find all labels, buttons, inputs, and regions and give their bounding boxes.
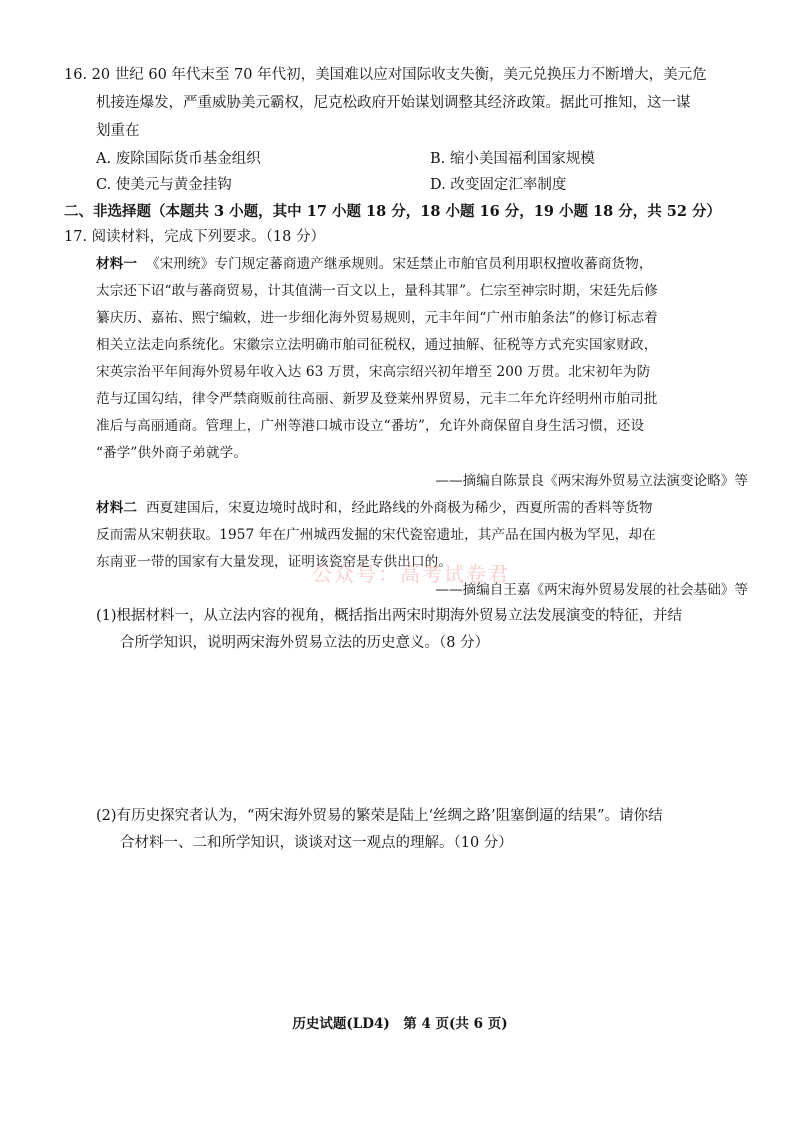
material1-source: ——摘编自陈景良《两宋海外贸易立法演变论略》等 — [435, 473, 748, 489]
material1-text-1: 《宋刑统》专门规定蕃商遗产继承规则。宋廷禁止市舶官员利用职权擅收蕃商货物， — [145, 256, 653, 272]
material2-line-2: 反而需从宋朝获取。1957 年在广州城西发掘的宋代瓷窑遗址，其产品在国内极为罕见，却在 — [96, 527, 656, 543]
q16-option-a: A. 废除国际货币基金组织 — [96, 151, 261, 167]
q17-intro: 17. 阅读材料，完成下列要求。（18 分） — [64, 229, 325, 245]
q16-option-c: C. 使美元与黄金挂钩 — [96, 177, 232, 193]
material2-source: ——摘编自王嘉《两宋海外贸易发展的社会基础》等 — [435, 582, 748, 598]
material1-line-8: “番学”供外商子弟就学。 — [96, 445, 248, 461]
page-footer: 历史试题(LD4) 第 4 页(共 6 页) — [292, 1016, 508, 1032]
q17-sub1-line-2: 合所学知识，说明两宋海外贸易立法的历史意义。（8 分） — [120, 635, 490, 651]
material1-line-6: 范与辽国勾结，律令严禁商贩前往高丽、新罗及登莱州界贸易，元丰二年允许经明州市舶司批 — [96, 391, 658, 407]
q17-sub1-line-1: (1)根据材料一，从立法内容的视角，概括指出两宋时期海外贸易立法发展演变的特征，并结 — [96, 608, 683, 624]
q16-stem-line-3: 划重在 — [96, 123, 140, 139]
watermark-text: 公众号：高考试卷君 — [312, 562, 510, 586]
material2-label: 材料二 — [96, 500, 138, 516]
section-heading-non-choice: 二、非选择题（本题共 3 小题，其中 17 小题 18 分，18 小题 16 分，19 小题 18 分，共 52 分） — [64, 203, 722, 220]
material1-line-1 — [96, 252, 653, 272]
material2-line-3: 东南亚一带的国家有大量发现，证明该瓷窑是专供出口的。 — [96, 554, 453, 570]
q16-stem-line-2: 机接连爆发，严重威胁美元霸权，尼克松政府开始谋划调整其经济政策。据此可推知，这一谋 — [96, 95, 691, 111]
material1-label: 材料一 — [96, 256, 138, 272]
q17-sub2-line-1: (2)有历史探究者认为，“两宋海外贸易的繁荣是陆上‘丝绸之路’阻塞倒逼的结果”。请你结 — [96, 808, 663, 824]
q16-option-b: B. 缩小美国福利国家规模 — [430, 151, 595, 167]
material1-line-2: 太宗还下诏“敢与蕃商贸易，计其值满一百文以上，量科其罪”。仁宗至神宗时期，宋廷先后修 — [96, 283, 658, 299]
material1-line-5: 宋英宗治平年间海外贸易年收入达 63 万贯，宋高宗绍兴初年增至 200 万贯。北宋初年为防 — [96, 364, 651, 380]
q17-sub2-line-2: 合材料一、二和所学知识，谈谈对这一观点的理解。（10 分） — [120, 835, 513, 851]
material2-line-1 — [96, 496, 653, 516]
q16-option-d: D. 改变固定汇率制度 — [430, 177, 567, 193]
material1-line-7: 准后与高丽通商。管理上，广州等港口城市设立“番坊”，允许外商保留自身生活习惯，还设 — [96, 418, 645, 434]
material1-line-4: 相关立法走向系统化。宋徽宗立法明确市舶司征税权，通过抽解、征税等方式充实国家财政， — [96, 337, 658, 353]
material1-line-3: 纂庆历、嘉祐、熙宁编敕，进一步细化海外贸易规则，元丰年间“广州市舶条法”的修订标志着 — [96, 310, 658, 326]
material2-text-1: 西夏建国后，宋夏边境时战时和，经此路线的外商极为稀少，西夏所需的香料等货物 — [145, 500, 653, 516]
q16-stem-line-1: 16. 20 世纪 60 年代末至 70 年代初，美国难以应对国际收支失衡，美元兑换压力不断增大，美元危 — [64, 67, 707, 83]
